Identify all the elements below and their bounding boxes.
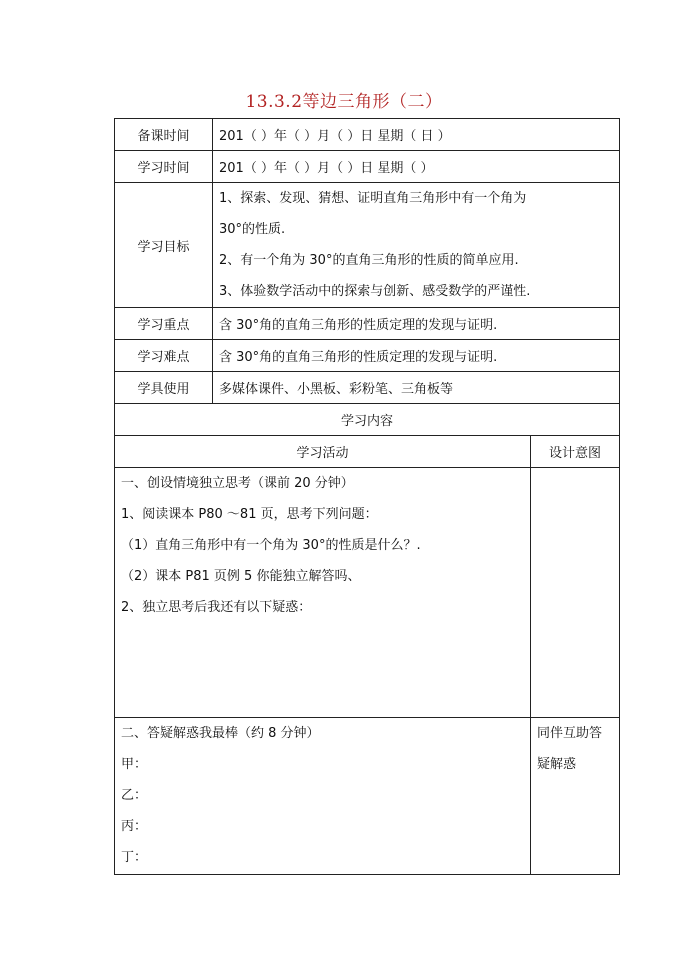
- page-title: 13.3.2等边三角形（二）: [245, 92, 443, 112]
- section2-line: 乙：: [121, 788, 148, 803]
- difficulty-value: 含 30°角的直角三角形的性质定理的发现与证明.: [213, 340, 620, 372]
- study-time-label: 学习时间: [115, 151, 213, 183]
- content-header: 学习内容: [115, 404, 620, 436]
- tools-value: 多媒体课件、小黑板、彩粉笔、三角板等: [213, 372, 620, 404]
- section2-design-line: 同伴互助答: [537, 726, 603, 741]
- row-focus: [115, 308, 620, 340]
- row-goals: [115, 183, 620, 308]
- lesson-plan-table: [114, 118, 620, 875]
- goal-line: 3、体验数学活动中的探索与创新、感受数学的严谨性.: [219, 284, 531, 299]
- section2-line: 丙：: [121, 819, 148, 834]
- goal-line: 2、有一个角为 30°的直角三角形的性质的简单应用.: [219, 253, 519, 268]
- section1-line: 1、阅读课本 P80 ～81 页，思考下列问题：: [121, 507, 378, 522]
- goal-line: 1、探索、发现、猜想、证明直角三角形中有一个角为: [219, 191, 527, 206]
- section1-content: [115, 468, 531, 718]
- row-study-time: [115, 151, 620, 183]
- study-time-value: 201（ ）年（ ）月（ ）日 星期（ ）: [213, 151, 620, 183]
- row-activity-header: [115, 436, 620, 468]
- focus-label: 学习重点: [115, 308, 213, 340]
- section1-line: 2、独立思考后我还有以下疑惑：: [121, 600, 312, 615]
- section1-line: 一、创设情境独立思考（课前 20 分钟）: [121, 476, 354, 491]
- section2-design-line: 疑解惑: [537, 757, 577, 772]
- design-header: 设计意图: [531, 436, 620, 468]
- focus-value: 含 30°角的直角三角形的性质定理的发现与证明.: [213, 308, 620, 340]
- tools-label: 学具使用: [115, 372, 213, 404]
- row-content-header: [115, 404, 620, 436]
- section2-line: 二、答疑解惑我最棒（约 8 分钟）: [121, 726, 320, 741]
- goals-content: [213, 183, 620, 308]
- section1-line: （2）课本 P81 页例 5 你能独立解答吗、: [121, 569, 361, 584]
- difficulty-label: 学习难点: [115, 340, 213, 372]
- section1-line: （1）直角三角形中有一个角为 30°的性质是什么？.: [121, 538, 421, 553]
- section2-line: 甲：: [121, 757, 148, 772]
- goal-line: 30°的性质.: [219, 222, 286, 237]
- section2-design: [531, 718, 620, 875]
- goals-label: 学习目标: [115, 183, 213, 308]
- row-section2: [115, 718, 620, 875]
- row-prep-time: [115, 119, 620, 151]
- prep-time-label: 备课时间: [115, 119, 213, 151]
- section2-content: [115, 718, 531, 875]
- activity-header: 学习活动: [115, 436, 531, 468]
- row-tools: [115, 372, 620, 404]
- row-section1: [115, 468, 620, 718]
- row-difficulty: [115, 340, 620, 372]
- prep-time-value: 201（ ）年（ ）月（ ）日 星期（ 日 ）: [213, 119, 620, 151]
- section1-design: [531, 468, 620, 718]
- section2-line: 丁：: [121, 850, 148, 865]
